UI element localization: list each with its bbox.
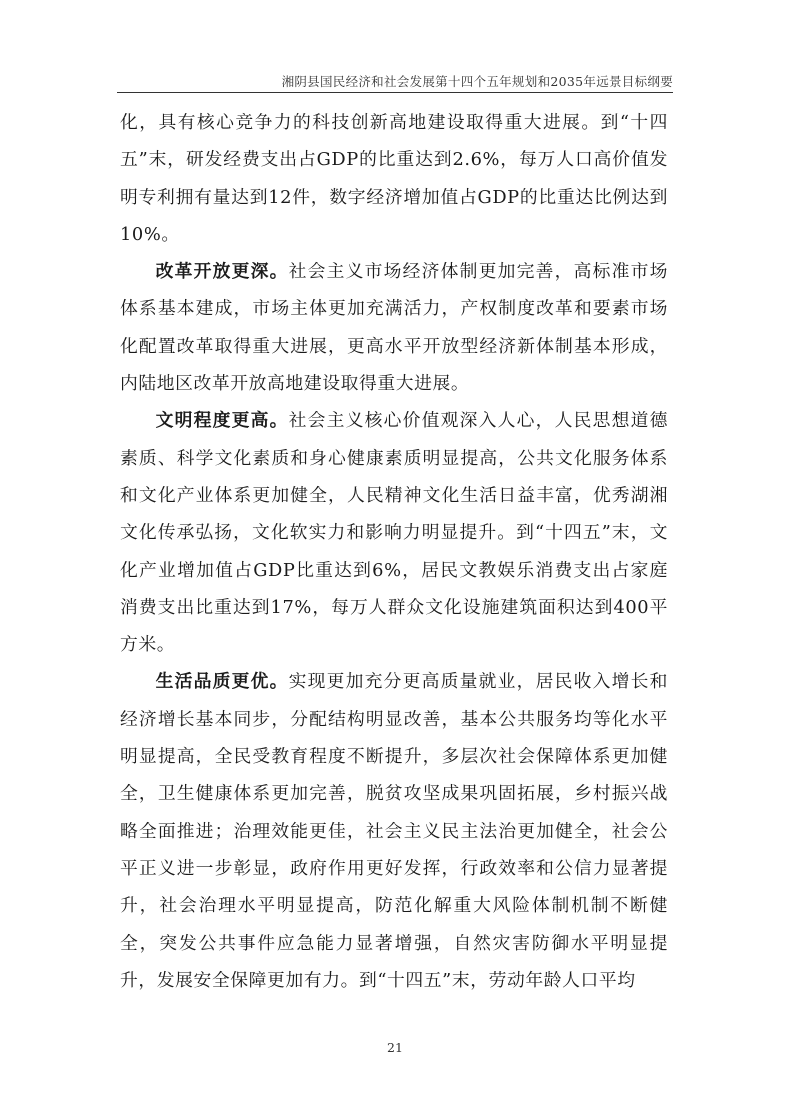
paragraph-text: 化，具有核心竞争力的科技创新高地建设取得重大进展。到“十四五”末，研发经费支出占GDP的比重达到2.6%，每万人口高价值发明专利拥有量达到12件，数字经济增加值占GDP的比重达比例达到10%。: [120, 112, 668, 245]
running-header: 湘阴县国民经济和社会发展第十四个五年规划和2035年远景目标纲要: [281, 74, 673, 89]
paragraph-lead: 改革开放更深。: [155, 261, 289, 283]
paragraph-text: 实现更加充分更高质量就业，居民收入增长和经济增长基本同步，分配结构明显改善，基本公共服务均等化水平明显提高，全民受教育程度不断提升，多层次社会保障体系更加健全，卫生健康体系更加完善，脱贫攻坚成果巩固拓展，乡村振兴战略全面推进；治理效能更佳，社会主义民主法治更加健全，社会公平正义进一步彰显，政府作用更好发挥，行政效率和公信力显著提升，社会治理水平明显提高，防范化解重大风险体制机制不断健全，突发公共事件应急能力显著增强，自然灾害防御水平明显提升，发展安全保障更加有力。到“十四五”末，劳动年龄人口平均: [120, 671, 668, 991]
paragraph-quality-of-life: [120, 663, 668, 999]
paragraph-text: 社会主义核心价值观深入人心，人民思想道德素质、科学文化素质和身心健康素质明显提高，公共文化服务体系和文化产业体系更加健全，人民精神文化生活日益丰富，优秀湖湘文化传承弘扬，文化软实力和影响力明显提升。到“十四五”末，文化产业增加值占GDP比重达到6%，居民文教娱乐消费支出占家庭消费支出比重达到17%，每万人群众文化设施建筑面积达到400平方米。: [120, 410, 668, 656]
paragraph-civilization: [120, 402, 668, 663]
header-rule: [117, 92, 673, 93]
paragraph-continuation: [120, 104, 668, 253]
paragraph-lead: 文明程度更高。: [155, 410, 289, 432]
document-body: [120, 104, 668, 999]
page-number: 21: [387, 1040, 403, 1055]
paragraph-text: 社会主义市场经济体制更加完善，高标准市场体系基本建成，市场主体更加充满活力，产权制度改革和要素市场化配置改革取得重大进展，更高水平开放型经济新体制基本形成，内陆地区改革开放高地建设取得重大进展。: [120, 261, 668, 395]
paragraph-reform-opening: [120, 253, 668, 402]
paragraph-lead: 生活品质更优。: [155, 671, 289, 693]
